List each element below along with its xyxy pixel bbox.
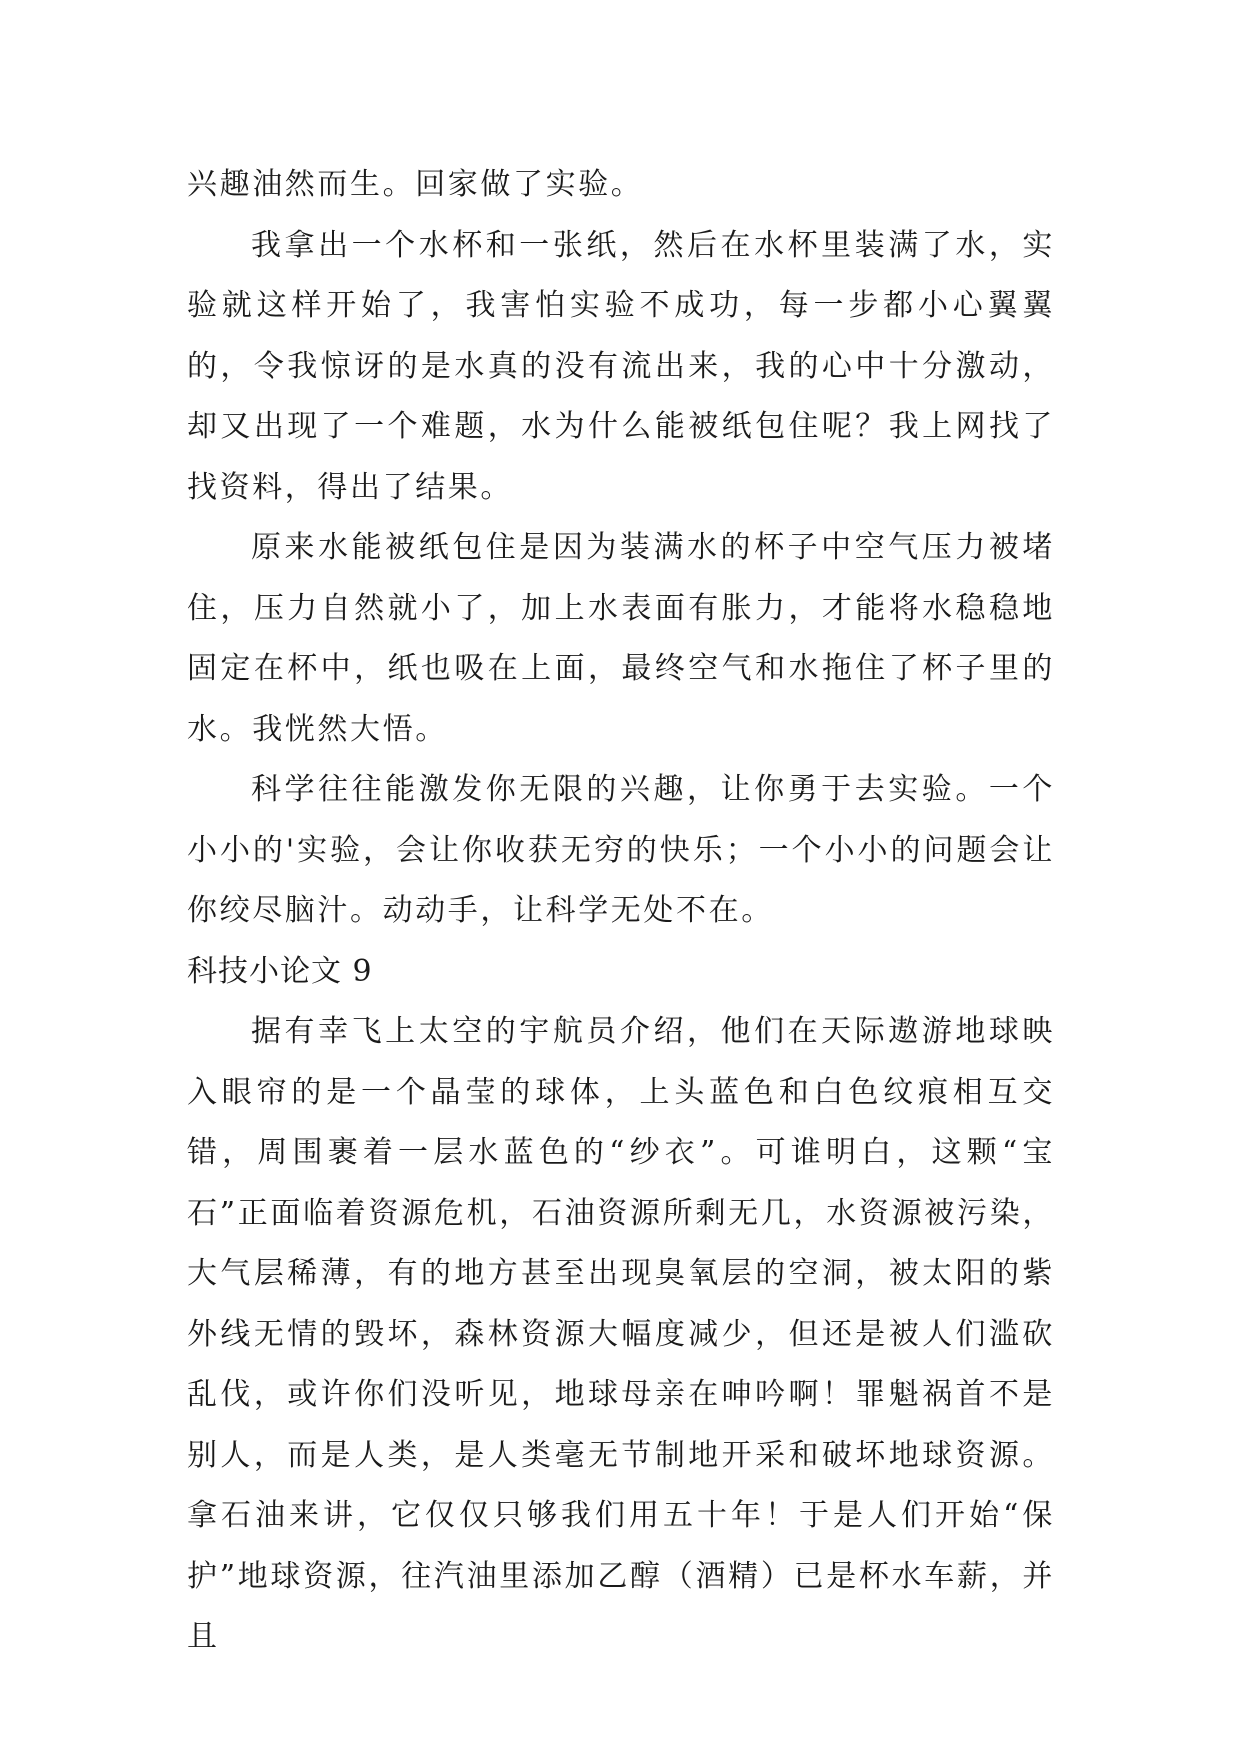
paragraph-1: 兴趣油然而生。回家做了实验。 [187, 167, 644, 202]
document-body [187, 155, 1055, 1668]
section-heading: 科技小论文 9 [187, 953, 373, 989]
paragraph-3: 原来水能被纸包住是因为装满水的杯子中空气压力被堵住，压力自然就小了，加上水表面有胀力，才能将水稳稳地固定在杯中，纸也吸在上面，最终空气和水拖住了杯子里的水。我恍然大悟。 [187, 530, 1055, 747]
paragraph-2: 我拿出一个水杯和一张纸，然后在水杯里装满了水，实验就这样开始了，我害怕实验不成功，每一步都小心翼翼的，令我惊讶的是水真的没有流出来，我的心中十分激动，却又出现了一个难题，水为什么能被纸包住呢？我上网找了找资料，得出了结果。 [187, 227, 1055, 505]
paragraph-5: 据有幸飞上太空的宇航员介绍，他们在天际遨游地球映入眼帘的是一个晶莹的球体，上头蓝色和白色纹痕相互交错，周围裹着一层水蓝色的“纱衣”。可谁明白，这颗“宝石”正面临着资源危机，石油资源所剩无几，水资源被污染，大气层稀薄，有的地方甚至出现臭氧层的空洞，被太阳的紫外线无情的毁坏，森林资源大幅度减少，但还是被人们滥砍乱伐，或许你们没听见，地球母亲在呻吟啊！罪魁祸首不是别人，而是人类，是人类毫无节制地开采和破坏地球资源。拿石油来讲，它仅仅只够我们用五十年！于是人们开始“保护”地球资源，往汽油里添加乙醇（酒精）已是杯水车薪，并且 [187, 1014, 1055, 1654]
paragraph-4: 科学往往能激发你无限的兴趣，让你勇于去实验。一个小小的'实验，会让你收获无穷的快乐；一个小小的问题会让你绞尽脑汁。动动手，让科学无处不在。 [187, 772, 1055, 928]
